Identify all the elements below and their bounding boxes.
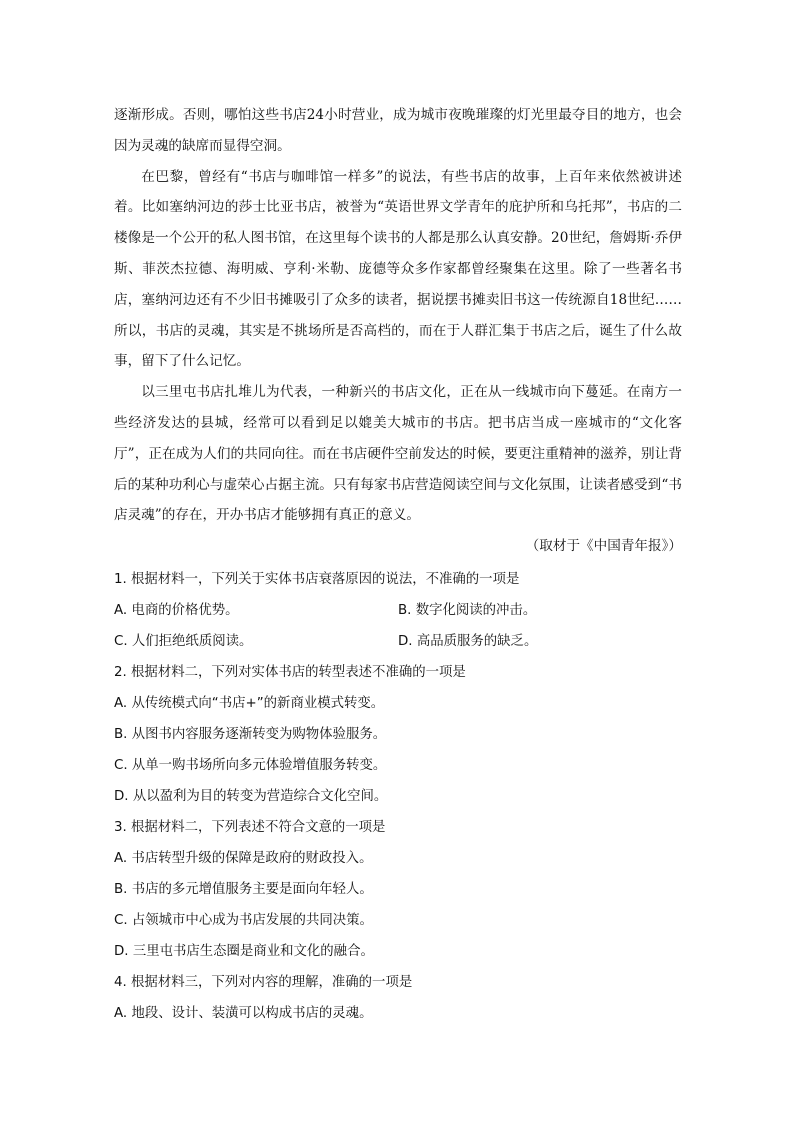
- passage-paragraph-2: 在巴黎，曾经有“书店与咖啡馆一样多”的说法，有些书店的故事，上百年来依然被讲述着。比如塞纳河边的莎士比亚书店，被誉为“英语世界文学青年的庇护所和乌托邦”，书店的二楼像是一个公开的私人图书馆，在这里每个读书的人都是那么认真安静。20世纪，詹姆斯·乔伊斯、菲茨杰拉德、海明威、亨利·米勒、庞德等众多作家都曾经聚集在这里。除了一些著名书店，塞纳河边还有不少旧书摊吸引了众多的读者，据说摆书摊卖旧书这一传统源自18世纪……所以，书店的灵魂，其实是不挑场所是否高档的，而在于人群汇集于书店之后，诞生了什么故事，留下了什么记忆。: [114, 168, 682, 370]
- question-list: [114, 564, 682, 1029]
- question-2-option-a: A. 从传统模式向“书店+”的新商业模式转变。: [114, 696, 385, 711]
- question-4: [114, 967, 682, 1029]
- question-4-stem: 4. 根据材料三，下列对内容的理解，准确的一项是: [114, 975, 413, 990]
- question-1-stem: 1. 根据材料一，下列关于实体书店衰落原因的说法，不准确的一项是: [114, 572, 520, 587]
- reading-passage: [114, 100, 682, 562]
- question-4-option-a: A. 地段、设计、装潢可以构成书店的灵魂。: [114, 1006, 373, 1021]
- question-1-option-c: C. 人们拒绝纸质阅读。: [114, 634, 253, 649]
- question-1-option-d: D. 高品质服务的缺乏。: [398, 634, 538, 649]
- question-1-options-row-2: [114, 626, 682, 657]
- source-citation: （取材于《中国青年报》）: [525, 538, 682, 555]
- question-1: [114, 564, 682, 657]
- passage-paragraph-1-tail: 逐渐形成。否则，哪怕这些书店24小时营业，成为城市夜晚璀璨的灯光里最夺目的地方，也会因为灵魂的缺席而显得空洞。: [114, 107, 682, 154]
- question-2-stem: 2. 根据材料二，下列对实体书店的转型表述不准确的一项是: [114, 665, 466, 680]
- question-1-options-row-1: [114, 595, 682, 626]
- question-2: [114, 657, 682, 812]
- question-2-option-b: B. 从图书内容服务逐渐转变为购物体验服务。: [114, 727, 387, 742]
- question-3-option-a: A. 书店转型升级的保障是政府的财政投入。: [114, 851, 373, 866]
- question-3-option-c: C. 占领城市中心成为书店发展的共同决策。: [114, 913, 373, 928]
- question-3-option-b: B. 书店的多元增值服务主要是面向年轻人。: [114, 882, 373, 897]
- question-3-option-d: D. 三里屯书店生态圈是商业和文化的融合。: [114, 944, 374, 959]
- question-3: [114, 812, 682, 967]
- question-1-option-a: A. 电商的价格优势。: [114, 603, 239, 618]
- question-2-option-d: D. 从以盈利为目的转变为营造综合文化空间。: [114, 789, 388, 804]
- question-3-stem: 3. 根据材料二，下列表述不符合文意的一项是: [114, 820, 386, 835]
- question-1-option-b: B. 数字化阅读的冲击。: [398, 603, 537, 618]
- question-2-option-c: C. 从单一购书场所向多元体验增值服务转变。: [114, 758, 387, 773]
- passage-paragraph-3: 以三里屯书店扎堆儿为代表，一种新兴的书店文化，正在从一线城市向下蔓延。在南方一些经济发达的县城，经常可以看到足以媲美大城市的书店。把书店当成一座城市的“文化客厅”，正在成为人们的共同向往。而在书店硬件空前发达的时候，要更注重精神的滋养，别让背后的某种功利心与虚荣心占据主流。只有每家书店营造阅读空间与文化氛围，让读者感受到“书店灵魂”的存在，开办书店才能够拥有真正的意义。: [114, 384, 682, 524]
